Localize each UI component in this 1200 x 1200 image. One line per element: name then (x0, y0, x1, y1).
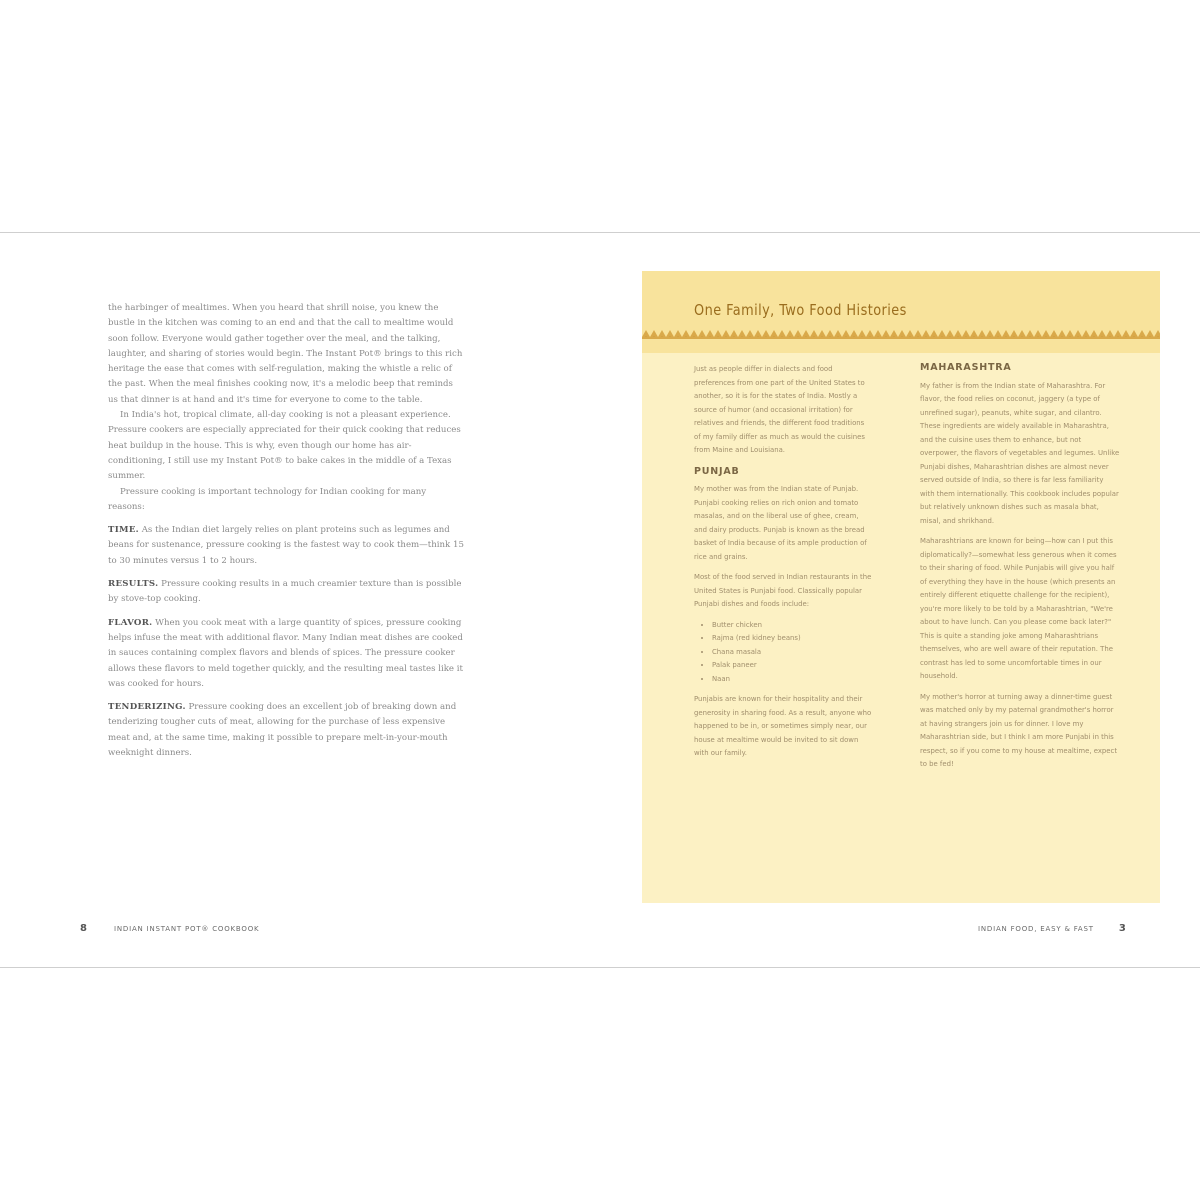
term-text: When you cook meat with a large quantity of spices, pressure cooking helps infuse the meat with additional flavor. Many Indian meat dishes are cooked in sauces containing complex flavors and blends of spices. The pressure cooker allows these flavors to meld together quickly, and the resulting meal tastes like it was cooked for hours. (108, 617, 463, 689)
term-paragraph-tenderizing (108, 700, 464, 761)
term-text: As the Indian diet largely relies on plant proteins such as legumes and beans for sustenance, pressure cooking is the fastest way to cook them—think 15 to 30 minutes versus 1 to 2 hours. (108, 525, 464, 566)
term-paragraph-results (108, 577, 464, 608)
term-text: Pressure cooking does an excellent job of breaking down and tenderizing tougher cuts of meat, allowing for the purchase of less expensive meat and, at the same time, making it possible to prepare melt-in-your-mouth weeknight dinners. (108, 702, 457, 759)
term-paragraph-time (108, 523, 464, 569)
punjab-paragraph: My mother was from the Indian state of Punjab. Punjabi cooking relies on rich onion and tomato masalas, and on the liberal use of ghee, cream, and dairy products. Punjab is known as the bread basket of India because of its ample production of rice and grains. (694, 485, 867, 561)
page-number: 8 (80, 923, 87, 934)
sidebar-column-right (920, 355, 1120, 779)
list-item: • Butter chicken (712, 619, 872, 633)
term-paragraph-flavor (108, 616, 464, 692)
book-spread (0, 232, 1200, 968)
left-folio (80, 923, 259, 934)
sidebar-header (642, 271, 1160, 353)
sidebar-box (642, 271, 1160, 903)
intro-paragraph: Just as people differ in dialects and food preferences from one part of the United States to another, so it is for the states of India. Mostly a source of humor (and occasional irritation) for relatives and friends, the different food traditions of my family differ as much as would the cuisines from Maine and Louisiana. (694, 365, 865, 454)
body-paragraph: In India's hot, tropical climate, all-day cooking is not a pleasant experience. Pressure cookers are especially appreciated for their quick cooking that reduces heat buildup in the house. This is why, even though our home has air-conditioning, I still use my Instant Pot® to bake cakes in the middle of a Texas summer. (108, 410, 461, 482)
punjab-paragraph: Punjabis are known for their hospitality and their generosity in sharing food. As a result, anyone who happened to be in, or sometimes simply near, our house at mealtime would be invited to sit down with our family. (694, 695, 872, 757)
term-label: RESULTS. (108, 579, 159, 590)
term-label: TENDERIZING. (108, 702, 186, 713)
list-item: • Naan (712, 673, 872, 687)
sidebar-title: One Family, Two Food Histories (694, 301, 907, 319)
term-label: TIME. (108, 525, 139, 536)
term-text: Pressure cooking results in a much creamier texture than is possible by stove-top cooking. (108, 579, 462, 605)
maharashtra-paragraph: My mother's horror at turning away a dinner-time guest was matched only by my paternal grandmother's horror at having strangers join us for dinner. I love my Maharashtrian side, but I think I am more Punjabi in this respect, so if you come to my house at mealtime, expect to be fed! (920, 692, 1118, 768)
body-paragraph: Pressure cooking is important technology for Indian cooking for many reasons: (108, 486, 427, 512)
ornamental-border-icon (642, 327, 1160, 339)
sidebar-column-left (694, 363, 872, 768)
page-number: 3 (1118, 923, 1126, 934)
body-paragraph: the harbinger of mealtimes. When you heard that shrill noise, you knew the bustle in the kitchen was coming to an end and that the call to mealtime would soon follow. Everyone would gather together over the meal, and the talking, laughter, and sharing of stories would begin. The Instant Pot® brings to this rich heritage the ease that comes with self-regulation, making the whistle a relic of the past. When the meal finishes cooking now, it's a melodic beep that reminds us that dinner is at hand and it's time for everyone to come to the table. (108, 303, 463, 405)
maharashtra-paragraph: Maharashtrians are known for being—how can I put this diplomatically?—somewhat less generous when it comes to their sharing of food. While Punjabis will give you half of everything they have in the house (which presents an entirely different etiquette challenge for the recipient), you're more likely to be told by a Maharashtrian, "We're about to have lunch. Can you please come back later?" This is quite a standing joke among Maharashtrians themselves, who are well aware of their reputation. The contrast has led to some uncomfortable times in our household. (920, 537, 1117, 680)
left-page-body (108, 301, 464, 761)
maharashtra-paragraph: My father is from the Indian state of Maharashtra. For flavor, the food relies on coconut, jaggery (a type of unrefined sugar), peanuts, white sugar, and cilantro. These ingredients are widely available in Maharashtra, and the cuisine uses them to enhance, but not overpower, the flavors of vegetables and legumes. Unlike Punjabi dishes, Maharashtrian dishes are almost never served outside of India, so there is far less familiarity with them internationally. This cookbook includes popular but relatively unknown dishes such as masala bhat, misal, and shrikhand. (920, 381, 1120, 525)
list-item: • Rajma (red kidney beans) (712, 632, 872, 646)
punjab-dish-list (694, 619, 872, 687)
list-item: • Chana masala (712, 646, 872, 660)
running-footer: INDIAN FOOD, EASY & FAST (978, 925, 1094, 933)
right-folio (978, 923, 1126, 934)
heading-maharashtra: MAHARASHTRA (920, 362, 1012, 373)
heading-punjab: PUNJAB (694, 465, 740, 477)
term-label: FLAVOR. (108, 617, 153, 628)
punjab-paragraph: Most of the food served in Indian restaurants in the United States is Punjabi food. Classically popular Punjabi dishes and foods include: (694, 573, 872, 608)
running-footer: INDIAN INSTANT POT® COOKBOOK (114, 925, 260, 933)
list-item: • Palak paneer (712, 659, 872, 673)
